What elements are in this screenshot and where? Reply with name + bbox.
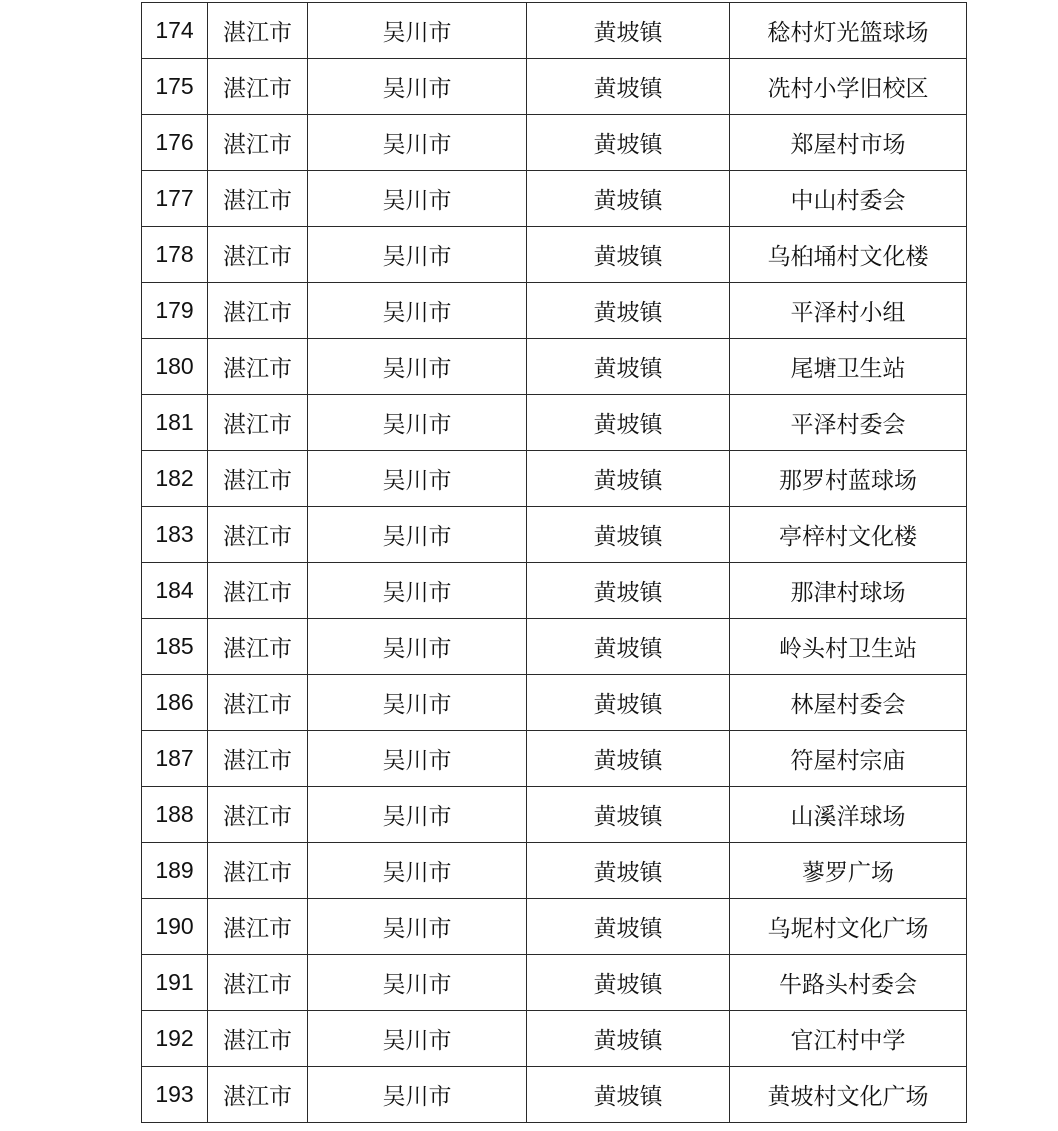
site-cell: 亭梓村文化楼 bbox=[730, 507, 967, 563]
county-cell: 吴川市 bbox=[308, 339, 527, 395]
town-cell: 黄坡镇 bbox=[527, 3, 730, 59]
row-number-cell: 184 bbox=[142, 563, 208, 619]
site-cell: 平泽村委会 bbox=[730, 395, 967, 451]
city-cell: 湛江市 bbox=[208, 339, 308, 395]
table-row bbox=[142, 283, 967, 339]
city-cell: 湛江市 bbox=[208, 563, 308, 619]
county-cell: 吴川市 bbox=[308, 395, 527, 451]
city-cell: 湛江市 bbox=[208, 899, 308, 955]
town-cell: 黄坡镇 bbox=[527, 563, 730, 619]
city-cell: 湛江市 bbox=[208, 675, 308, 731]
city-cell: 湛江市 bbox=[208, 507, 308, 563]
row-number-cell: 187 bbox=[142, 731, 208, 787]
town-cell: 黄坡镇 bbox=[527, 507, 730, 563]
site-cell: 官江村中学 bbox=[730, 1011, 967, 1067]
table-row bbox=[142, 451, 967, 507]
site-cell: 冼村小学旧校区 bbox=[730, 59, 967, 115]
county-cell: 吴川市 bbox=[308, 227, 527, 283]
city-cell: 湛江市 bbox=[208, 619, 308, 675]
site-cell: 山溪洋球场 bbox=[730, 787, 967, 843]
county-cell: 吴川市 bbox=[308, 619, 527, 675]
city-cell: 湛江市 bbox=[208, 1011, 308, 1067]
table-row bbox=[142, 619, 967, 675]
site-cell: 符屋村宗庙 bbox=[730, 731, 967, 787]
county-cell: 吴川市 bbox=[308, 955, 527, 1011]
row-number-cell: 177 bbox=[142, 171, 208, 227]
city-cell: 湛江市 bbox=[208, 451, 308, 507]
city-cell: 湛江市 bbox=[208, 227, 308, 283]
county-cell: 吴川市 bbox=[308, 59, 527, 115]
town-cell: 黄坡镇 bbox=[527, 843, 730, 899]
site-cell: 尾塘卫生站 bbox=[730, 339, 967, 395]
row-number-cell: 182 bbox=[142, 451, 208, 507]
site-cell: 乌坭村文化广场 bbox=[730, 899, 967, 955]
table-row bbox=[142, 171, 967, 227]
site-cell: 稔村灯光篮球场 bbox=[730, 3, 967, 59]
county-cell: 吴川市 bbox=[308, 1067, 527, 1123]
city-cell: 湛江市 bbox=[208, 787, 308, 843]
table-row bbox=[142, 843, 967, 899]
city-cell: 湛江市 bbox=[208, 843, 308, 899]
row-number-cell: 183 bbox=[142, 507, 208, 563]
city-cell: 湛江市 bbox=[208, 115, 308, 171]
site-cell: 平泽村小组 bbox=[730, 283, 967, 339]
row-number-cell: 193 bbox=[142, 1067, 208, 1123]
table-row bbox=[142, 395, 967, 451]
table-row bbox=[142, 115, 967, 171]
site-cell: 岭头村卫生站 bbox=[730, 619, 967, 675]
county-cell: 吴川市 bbox=[308, 171, 527, 227]
town-cell: 黄坡镇 bbox=[527, 619, 730, 675]
site-cell: 黄坡村文化广场 bbox=[730, 1067, 967, 1123]
table-row bbox=[142, 731, 967, 787]
row-number-cell: 180 bbox=[142, 339, 208, 395]
town-cell: 黄坡镇 bbox=[527, 227, 730, 283]
town-cell: 黄坡镇 bbox=[527, 115, 730, 171]
town-cell: 黄坡镇 bbox=[527, 339, 730, 395]
site-cell: 乌桕埇村文化楼 bbox=[730, 227, 967, 283]
table-row bbox=[142, 1067, 967, 1123]
county-cell: 吴川市 bbox=[308, 283, 527, 339]
town-cell: 黄坡镇 bbox=[527, 171, 730, 227]
city-cell: 湛江市 bbox=[208, 731, 308, 787]
site-cell: 郑屋村市场 bbox=[730, 115, 967, 171]
county-cell: 吴川市 bbox=[308, 1011, 527, 1067]
city-cell: 湛江市 bbox=[208, 1067, 308, 1123]
table-row bbox=[142, 563, 967, 619]
town-cell: 黄坡镇 bbox=[527, 731, 730, 787]
town-cell: 黄坡镇 bbox=[527, 395, 730, 451]
town-cell: 黄坡镇 bbox=[527, 59, 730, 115]
row-number-cell: 179 bbox=[142, 283, 208, 339]
site-cell: 蓼罗广场 bbox=[730, 843, 967, 899]
table-row bbox=[142, 675, 967, 731]
site-table bbox=[141, 2, 967, 1123]
county-cell: 吴川市 bbox=[308, 787, 527, 843]
row-number-cell: 189 bbox=[142, 843, 208, 899]
table-row bbox=[142, 955, 967, 1011]
town-cell: 黄坡镇 bbox=[527, 787, 730, 843]
site-cell: 中山村委会 bbox=[730, 171, 967, 227]
row-number-cell: 186 bbox=[142, 675, 208, 731]
row-number-cell: 190 bbox=[142, 899, 208, 955]
town-cell: 黄坡镇 bbox=[527, 899, 730, 955]
row-number-cell: 175 bbox=[142, 59, 208, 115]
county-cell: 吴川市 bbox=[308, 731, 527, 787]
row-number-cell: 181 bbox=[142, 395, 208, 451]
table-row bbox=[142, 899, 967, 955]
row-number-cell: 191 bbox=[142, 955, 208, 1011]
table-row bbox=[142, 3, 967, 59]
town-cell: 黄坡镇 bbox=[527, 283, 730, 339]
row-number-cell: 185 bbox=[142, 619, 208, 675]
site-cell: 那津村球场 bbox=[730, 563, 967, 619]
town-cell: 黄坡镇 bbox=[527, 1067, 730, 1123]
table-row bbox=[142, 787, 967, 843]
county-cell: 吴川市 bbox=[308, 3, 527, 59]
site-cell: 那罗村蓝球场 bbox=[730, 451, 967, 507]
site-cell: 牛路头村委会 bbox=[730, 955, 967, 1011]
table-row bbox=[142, 1011, 967, 1067]
row-number-cell: 176 bbox=[142, 115, 208, 171]
city-cell: 湛江市 bbox=[208, 395, 308, 451]
county-cell: 吴川市 bbox=[308, 115, 527, 171]
county-cell: 吴川市 bbox=[308, 507, 527, 563]
county-cell: 吴川市 bbox=[308, 843, 527, 899]
county-cell: 吴川市 bbox=[308, 675, 527, 731]
table-row bbox=[142, 227, 967, 283]
county-cell: 吴川市 bbox=[308, 451, 527, 507]
county-cell: 吴川市 bbox=[308, 563, 527, 619]
county-cell: 吴川市 bbox=[308, 899, 527, 955]
city-cell: 湛江市 bbox=[208, 171, 308, 227]
city-cell: 湛江市 bbox=[208, 59, 308, 115]
table-row bbox=[142, 339, 967, 395]
town-cell: 黄坡镇 bbox=[527, 451, 730, 507]
town-cell: 黄坡镇 bbox=[527, 675, 730, 731]
city-cell: 湛江市 bbox=[208, 3, 308, 59]
site-cell: 林屋村委会 bbox=[730, 675, 967, 731]
city-cell: 湛江市 bbox=[208, 283, 308, 339]
row-number-cell: 188 bbox=[142, 787, 208, 843]
row-number-cell: 192 bbox=[142, 1011, 208, 1067]
row-number-cell: 174 bbox=[142, 3, 208, 59]
town-cell: 黄坡镇 bbox=[527, 1011, 730, 1067]
table-row bbox=[142, 59, 967, 115]
table-row bbox=[142, 507, 967, 563]
city-cell: 湛江市 bbox=[208, 955, 308, 1011]
row-number-cell: 178 bbox=[142, 227, 208, 283]
town-cell: 黄坡镇 bbox=[527, 955, 730, 1011]
